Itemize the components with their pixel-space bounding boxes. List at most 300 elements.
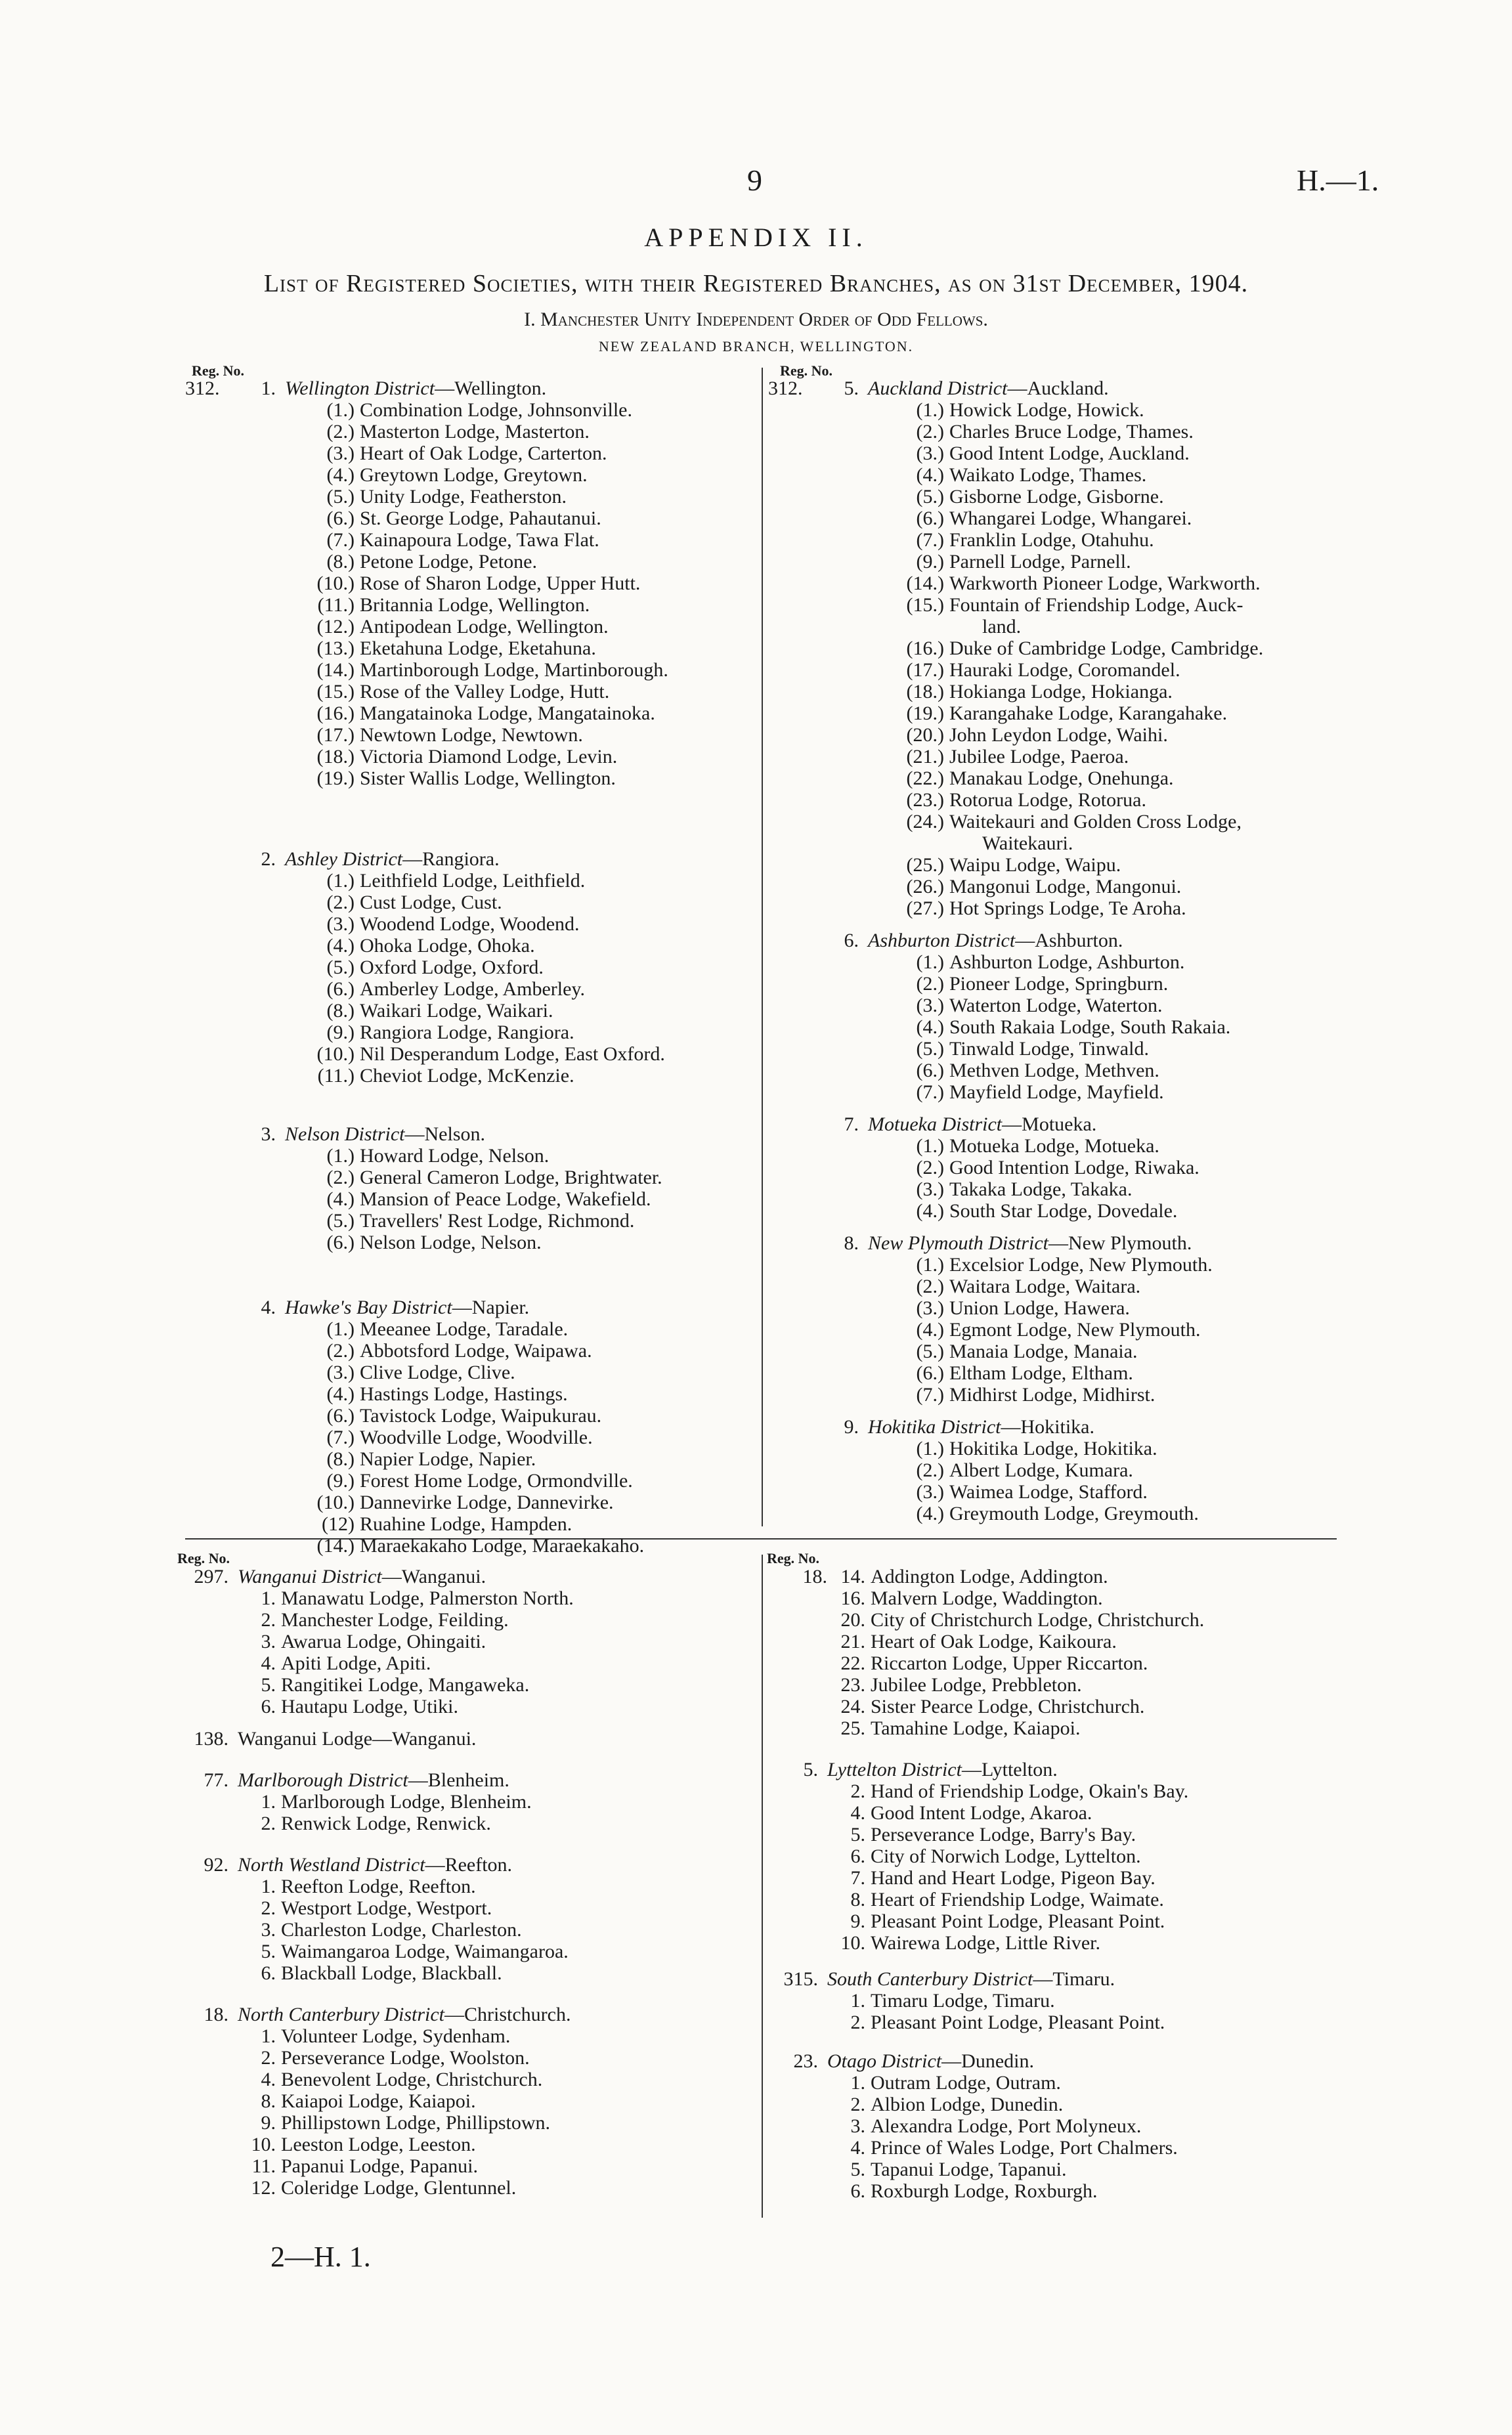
lodge-entry	[768, 811, 1263, 832]
order-title: I. Manchester Unity Independent Order of Odd Fellows.	[524, 309, 988, 330]
lodge-name: Malvern Lodge, Waddington.	[871, 1587, 1103, 1609]
lodge-name: Motueka Lodge, Motueka.	[949, 1135, 1159, 1157]
lodge-number: (12)	[322, 1513, 355, 1535]
district-number: 2.	[261, 848, 276, 870]
lodge-number: 1.	[261, 1876, 276, 1897]
district-group	[177, 1769, 574, 1834]
lodge-name: City of Norwich Lodge, Lyttelton.	[871, 1845, 1141, 1867]
lodge-number: (3.)	[326, 913, 355, 935]
lodge-name: Gisborne Lodge, Gisborne.	[949, 486, 1164, 507]
lodge-name: Kaiapoi Lodge, Kaiapoi.	[281, 2090, 476, 2112]
lodge-name: Reefton Lodge, Reefton.	[281, 1876, 476, 1897]
lodge-number: (15.)	[906, 594, 944, 616]
lodge-number: (2.)	[916, 1157, 944, 1178]
lodge-entry	[177, 1652, 574, 1674]
lodge-name: Dannevirke Lodge, Dannevirke.	[360, 1492, 614, 1513]
lodge-number: (22.)	[906, 767, 944, 789]
lodge-number: (2.)	[326, 421, 355, 442]
reg-no-label-left: Reg. No.	[192, 362, 245, 379]
lodge-name: Woodville Lodge, Woodville.	[360, 1427, 593, 1448]
lodge-number: (1.)	[916, 951, 944, 973]
lodge-name: Hokitika Lodge, Hokitika.	[949, 1438, 1157, 1459]
lodge-number: (3.)	[326, 442, 355, 464]
lodge-name: Rangitikei Lodge, Mangaweka.	[281, 1674, 530, 1696]
lodge-number: 1.	[850, 2072, 865, 2094]
lodge-name: Unity Lodge, Featherston.	[360, 486, 567, 507]
lodge-number: (5.)	[916, 1038, 944, 1060]
district-heading	[768, 377, 1263, 399]
lodge-entry	[768, 659, 1263, 681]
district-name: Ashley District	[285, 848, 403, 870]
lodge-number: 5.	[261, 1941, 276, 1962]
district-seat: —New Plymouth.	[1048, 1232, 1192, 1254]
lodge-number: (6.)	[326, 1232, 355, 1253]
lodge-entry	[767, 2072, 1204, 2094]
lodge-name: Abbotsford Lodge, Waipawa.	[360, 1340, 592, 1362]
reg-number: 23.	[793, 2050, 818, 2072]
lodge-name: Nelson Lodge, Nelson.	[360, 1232, 542, 1253]
lodge-number: 16.	[840, 1587, 865, 1609]
district-seat: —Wanganui.	[381, 1566, 486, 1587]
lodge-name: Perseverance Lodge, Barry's Bay.	[871, 1824, 1136, 1845]
reg-number	[768, 1416, 819, 1438]
lodge-number: 22.	[840, 1652, 865, 1674]
lodge-name: Phillipstown Lodge, Phillipstown.	[281, 2112, 551, 2134]
lodge-number: (6.)	[326, 507, 355, 529]
lodge-name: City of Christchurch Lodge, Christchurch.	[871, 1609, 1205, 1631]
district-name: New Plymouth District	[868, 1232, 1048, 1254]
district-heading	[768, 1416, 1263, 1438]
reg-no-label-bottom-left: Reg. No.	[177, 1550, 230, 1566]
lodge-number: (23.)	[906, 789, 944, 811]
reg-spacer	[767, 1652, 827, 1674]
lodge-name-continued: Waitekauri.	[982, 832, 1073, 854]
lodge-number: 2.	[261, 1609, 276, 1631]
lodge-entry	[177, 2177, 574, 2199]
lodge-name: Apiti Lodge, Apiti.	[281, 1652, 431, 1674]
lodge-entry	[768, 464, 1263, 486]
lodge-name: Martinborough Lodge, Martinborough.	[360, 659, 668, 681]
lodge-entry	[768, 1503, 1263, 1524]
lodge-entry	[185, 1232, 668, 1253]
lodge-number: 1.	[850, 1990, 865, 2012]
lodge-name: Union Lodge, Hawera.	[949, 1297, 1130, 1319]
lodge-entry	[767, 1696, 1204, 1717]
district-group	[768, 1232, 1263, 1406]
district-number: 5.	[844, 377, 859, 399]
lodge-number: (7.)	[916, 1081, 944, 1103]
lodge-entry	[185, 1167, 668, 1188]
lodge-number: 1.	[261, 1791, 276, 1813]
lodge-entry	[185, 978, 668, 1000]
lodge-name: Hand of Friendship Lodge, Okain's Bay.	[871, 1780, 1189, 1802]
lodge-name-continued: land.	[982, 616, 1022, 637]
lodge-name: Charleston Lodge, Charleston.	[281, 1919, 522, 1941]
lodge-name: Napier Lodge, Napier.	[360, 1448, 536, 1470]
lodge-name: Manawatu Lodge, Palmerston North.	[281, 1587, 574, 1609]
column-divider-top	[762, 368, 763, 1526]
lodge-entry	[185, 1362, 668, 1383]
lodge-name: Tapanui Lodge, Tapanui.	[871, 2159, 1067, 2180]
lodge-name: Jubilee Lodge, Prebbleton.	[871, 1674, 1082, 1696]
lodge-entry	[177, 2069, 574, 2090]
lodge-entry	[768, 1081, 1263, 1103]
lodge-number: 3.	[850, 2115, 865, 2137]
lodge-name: Tavistock Lodge, Waipukurau.	[360, 1405, 602, 1427]
lodge-name: Blackball Lodge, Blackball.	[281, 1962, 502, 1984]
lodge-entry-continued	[768, 832, 1263, 854]
lodge-entry	[767, 1889, 1204, 1910]
district-seat: —Timaru.	[1033, 1968, 1115, 1990]
lodge-name: Waipu Lodge, Waipu.	[949, 854, 1121, 876]
lodge-number: 8.	[261, 2090, 276, 2112]
lodge-number: (5.)	[326, 486, 355, 507]
lodge-name: Sister Wallis Lodge, Wellington.	[360, 767, 616, 789]
lodge-number: (7.)	[326, 1427, 355, 1448]
district-number: 8.	[844, 1232, 859, 1254]
lodge-entry	[185, 1065, 668, 1087]
district-seat: —Blenheim.	[408, 1769, 509, 1791]
reg-no-label-right: Reg. No.	[780, 362, 833, 379]
lodge-name: Addington Lodge, Addington.	[871, 1566, 1108, 1587]
lodge-name: Eketahuna Lodge, Eketahuna.	[360, 637, 596, 659]
lodge-name: Benevolent Lodge, Christchurch.	[281, 2069, 543, 2090]
district-heading	[768, 1113, 1263, 1135]
reg-spacer	[767, 1631, 827, 1652]
lodge-name: Combination Lodge, Johnsonville.	[360, 399, 632, 421]
lodge-number: (9.)	[916, 551, 944, 572]
lodge-entry	[185, 767, 668, 789]
lodge-number: (4.)	[916, 1016, 944, 1038]
lodge-number: (4.)	[326, 464, 355, 486]
lodge-name: Roxburgh Lodge, Roxburgh.	[871, 2180, 1098, 2202]
lodge-entry	[767, 1631, 1204, 1652]
lodge-number: (4.)	[916, 1319, 944, 1341]
lodge-number: 3.	[261, 1631, 276, 1652]
lodge-entry	[768, 1038, 1263, 1060]
lodge-name: Pioneer Lodge, Springburn.	[949, 973, 1169, 995]
lodge-name: Alexandra Lodge, Port Molyneux.	[871, 2115, 1142, 2137]
district-seat: —Ashburton.	[1015, 930, 1123, 951]
lodge-number: 23.	[840, 1674, 865, 1696]
lodge-number: 5.	[850, 1824, 865, 1845]
district-number: 1.	[261, 377, 276, 399]
lodge-number: (7.)	[916, 529, 944, 551]
district-name: Hokitika District	[868, 1416, 1001, 1438]
district-heading	[767, 2050, 1204, 2072]
lodge-number: (11.)	[317, 594, 355, 616]
lodge-number: (11.)	[317, 1065, 355, 1087]
district-seat: —Reefton.	[425, 1854, 513, 1876]
district-heading	[177, 1854, 574, 1876]
lodge-entry	[768, 995, 1263, 1016]
lodge-entry	[767, 1910, 1204, 1932]
lodge-entry	[177, 1876, 574, 1897]
lodge-number: (10.)	[316, 1043, 355, 1065]
district-group	[768, 377, 1263, 919]
bottom-left-list	[177, 1566, 574, 2199]
lodge-number: 3.	[261, 1919, 276, 1941]
lodge-number: (4.)	[916, 464, 944, 486]
lodge-name: General Cameron Lodge, Brightwater.	[360, 1167, 662, 1188]
lodge-number: 24.	[840, 1696, 865, 1717]
district-seat: —Motueka.	[1002, 1113, 1097, 1135]
lodge-entry	[768, 746, 1263, 767]
lodge-entry	[185, 1340, 668, 1362]
lodge-entry	[185, 1145, 668, 1167]
district-name: Lyttelton District	[827, 1759, 962, 1780]
lodge-number: (3.)	[916, 995, 944, 1016]
lodge-number: (3.)	[916, 1297, 944, 1319]
lodge-number: (10.)	[316, 1492, 355, 1513]
lodge-number: (24.)	[906, 811, 944, 832]
lodge-name: Leithfield Lodge, Leithfield.	[360, 870, 586, 892]
lodge-number: (6.)	[916, 1060, 944, 1081]
lodge-entry	[177, 2134, 574, 2155]
reg-number	[768, 1113, 819, 1135]
lodge-name: Amberley Lodge, Amberley.	[360, 978, 585, 1000]
lodge-entry	[185, 913, 668, 935]
lodge-entry	[177, 1897, 574, 1919]
lodge-name: Hot Springs Lodge, Te Aroha.	[949, 897, 1186, 919]
lodge-number: (3.)	[916, 1481, 944, 1503]
lodge-number: (1.)	[916, 1438, 944, 1459]
lodge-entry	[767, 1652, 1204, 1674]
lodge-entry	[185, 1535, 668, 1557]
district-group	[767, 1759, 1204, 1954]
lodge-number: 5.	[850, 2159, 865, 2180]
district-name: Ashburton District	[868, 930, 1016, 951]
lodge-entry	[768, 529, 1263, 551]
lodge-name: Ruahine Lodge, Hampden.	[360, 1513, 572, 1535]
lodge-number: 4.	[261, 2069, 276, 2090]
branch-title: NEW ZEALAND BRANCH, WELLINGTON.	[598, 338, 914, 355]
district-name: South Canterbury District	[827, 1968, 1033, 1990]
lodge-name: Hastings Lodge, Hastings.	[360, 1383, 568, 1405]
lodge-number: (17.)	[316, 724, 355, 746]
lodge-entry	[177, 1813, 574, 1834]
reg-number: 18.	[802, 1566, 827, 1587]
lodge-entry	[768, 1157, 1263, 1178]
lodge-name: Greytown Lodge, Greytown.	[360, 464, 588, 486]
lodge-name: Riccarton Lodge, Upper Riccarton.	[871, 1652, 1148, 1674]
lodge-name: Waikato Lodge, Thames.	[949, 464, 1147, 486]
lodge-entry	[768, 551, 1263, 572]
lodge-entry	[185, 1000, 668, 1022]
lodge-entry	[185, 616, 668, 637]
lodge-number: (6.)	[916, 1362, 944, 1384]
lodge-number: (4.)	[916, 1503, 944, 1524]
district-seat: —Nelson.	[404, 1123, 486, 1145]
lodge-entry	[177, 1631, 574, 1652]
lodge-number: (2.)	[916, 1459, 944, 1481]
district-group	[185, 848, 668, 1087]
lodge-entry	[768, 681, 1263, 702]
lodge-name: Whangarei Lodge, Whangarei.	[949, 507, 1192, 529]
lodge-entry	[768, 1200, 1263, 1222]
lodge-number: 6.	[261, 1962, 276, 1984]
lodge-name: Methven Lodge, Methven.	[949, 1060, 1159, 1081]
district-seat: Wanganui Lodge—Wanganui.	[238, 1728, 477, 1750]
lodge-number: 14.	[840, 1566, 865, 1587]
lodge-entry	[185, 1405, 668, 1427]
lodge-number: (2.)	[916, 973, 944, 995]
lodge-entry	[185, 551, 668, 572]
lodge-number: (8.)	[326, 1448, 355, 1470]
lodge-number: 10.	[840, 1932, 865, 1954]
lodge-name: Good Intent Lodge, Akaroa.	[871, 1802, 1092, 1824]
left-column-list	[185, 377, 668, 1557]
lodge-number: (2.)	[326, 892, 355, 913]
lodge-name: Awarua Lodge, Ohingaiti.	[281, 1631, 486, 1652]
district-group	[185, 1297, 668, 1557]
lodge-name: Albert Lodge, Kumara.	[949, 1459, 1133, 1481]
district-seat: —Auckland.	[1007, 377, 1109, 399]
lodge-name: Hokianga Lodge, Hokianga.	[949, 681, 1173, 702]
lodge-entry	[768, 767, 1263, 789]
reg-number: 18.	[204, 2004, 228, 2025]
lodge-number: (5.)	[916, 1341, 944, 1362]
reg-spacer	[767, 1609, 827, 1631]
lodge-number: (7.)	[326, 529, 355, 551]
lodge-number: 2.	[850, 2012, 865, 2033]
lodge-entry	[768, 421, 1263, 442]
lodge-number: (25.)	[906, 854, 944, 876]
district-seat: —Christchurch.	[444, 2004, 571, 2025]
lodge-entry	[768, 1459, 1263, 1481]
district-group	[185, 1123, 668, 1253]
district-seat: —Wellington.	[435, 377, 547, 399]
lodge-number: (1.)	[916, 399, 944, 421]
lodge-number: (14.)	[316, 659, 355, 681]
lodge-entry	[767, 2012, 1204, 2033]
document-reference: H.—1.	[1297, 163, 1379, 197]
lodge-name: Mayfield Lodge, Mayfield.	[949, 1081, 1164, 1103]
lodge-name: Cust Lodge, Cust.	[360, 892, 502, 913]
reg-number	[185, 1123, 236, 1145]
lodge-name: Mangatainoka Lodge, Mangatainoka.	[360, 702, 655, 724]
lodge-number: (10.)	[316, 572, 355, 594]
lodge-entry	[177, 1791, 574, 1813]
lodge-number: 25.	[840, 1717, 865, 1739]
lodge-number: (8.)	[326, 551, 355, 572]
lodge-number: (1.)	[916, 1135, 944, 1157]
lodge-number: 4.	[850, 1802, 865, 1824]
lodge-entry	[768, 1362, 1263, 1384]
lodge-name: Waitekauri and Golden Cross Lodge,	[949, 811, 1242, 832]
lodge-number: (6.)	[916, 507, 944, 529]
lodge-number: (16.)	[906, 637, 944, 659]
lodge-name: Howard Lodge, Nelson.	[360, 1145, 550, 1167]
reg-no-label-bottom-right: Reg. No.	[767, 1550, 820, 1566]
lodge-entry	[767, 1867, 1204, 1889]
district-seat: —Hokitika.	[1001, 1416, 1094, 1438]
lodge-entry	[767, 1932, 1204, 1954]
lodge-entry	[768, 1319, 1263, 1341]
lodge-number: 9.	[850, 1910, 865, 1932]
lodge-name: Kainapoura Lodge, Tawa Flat.	[360, 529, 599, 551]
lodge-name: Rangiora Lodge, Rangiora.	[360, 1022, 574, 1043]
lodge-number: (18.)	[906, 681, 944, 702]
lodge-entry	[767, 1845, 1204, 1867]
lodge-name: Egmont Lodge, New Plymouth.	[949, 1319, 1201, 1341]
district-name: North Westland District	[238, 1854, 425, 1876]
lodge-name: Ashburton Lodge, Ashburton.	[949, 951, 1185, 973]
lodge-name: Heart of Friendship Lodge, Waimate.	[871, 1889, 1164, 1910]
lodge-name: South Star Lodge, Dovedale.	[949, 1200, 1178, 1222]
lodge-entry	[185, 399, 668, 421]
district-group	[767, 1968, 1204, 2033]
lodge-entry	[767, 1566, 1204, 1587]
reg-spacer	[767, 1674, 827, 1696]
lodge-name: Waitara Lodge, Waitara.	[949, 1276, 1141, 1297]
lodge-name: Howick Lodge, Howick.	[949, 399, 1144, 421]
lodge-number: 7.	[850, 1867, 865, 1889]
lodge-number: (20.)	[906, 724, 944, 746]
lodge-number: 6.	[850, 1845, 865, 1867]
district-name: Wanganui District	[238, 1566, 382, 1587]
lodge-name: St. George Lodge, Pahautanui.	[360, 507, 601, 529]
lodge-entry	[177, 2090, 574, 2112]
lodge-entry	[768, 854, 1263, 876]
bottom-right-list	[767, 1566, 1204, 2202]
lodge-number: 10.	[251, 2134, 276, 2155]
list-title: List of Registered Societies, with their Registered Branches, as on 31st December, 1904.	[263, 270, 1249, 297]
lodge-number: (27.)	[906, 897, 944, 919]
reg-spacer	[767, 1696, 827, 1717]
lodge-name: Parnell Lodge, Parnell.	[949, 551, 1131, 572]
page-number: 9	[747, 163, 762, 197]
lodge-name: Waterton Lodge, Waterton.	[949, 995, 1163, 1016]
lodge-number: (4.)	[326, 1383, 355, 1405]
lodge-entry	[767, 1802, 1204, 1824]
district-heading	[177, 1566, 574, 1587]
district-seat: —Napier.	[452, 1297, 530, 1318]
lodge-entry	[768, 1481, 1263, 1503]
lodge-number: (2.)	[916, 421, 944, 442]
lodge-entry	[767, 2159, 1204, 2180]
lodge-number: (5.)	[326, 1210, 355, 1232]
lodge-entry	[767, 1717, 1204, 1739]
lodge-name: Meeanee Lodge, Taradale.	[360, 1318, 569, 1340]
lodge-name: Sister Pearce Lodge, Christchurch.	[871, 1696, 1145, 1717]
reg-spacer	[767, 1717, 827, 1739]
lodge-entry	[185, 957, 668, 978]
district-number: 6.	[844, 930, 859, 951]
lodge-entry	[185, 935, 668, 957]
lodge-entry	[185, 1492, 668, 1513]
lodge-entry	[768, 399, 1263, 421]
lodge-entry	[767, 2115, 1204, 2137]
lodge-number: (17.)	[906, 659, 944, 681]
lodge-entry	[177, 1919, 574, 1941]
lodge-number: (4.)	[326, 1188, 355, 1210]
lodge-number: 20.	[840, 1609, 865, 1631]
lodge-number: (12.)	[316, 616, 355, 637]
lodge-number: (14.)	[316, 1535, 355, 1557]
lodge-name: Marlborough Lodge, Blenheim.	[281, 1791, 532, 1813]
district-group	[768, 1416, 1263, 1524]
district-name: Motueka District	[868, 1113, 1003, 1135]
lodge-entry	[768, 594, 1263, 616]
lodge-name: Tamahine Lodge, Kaiapoi.	[871, 1717, 1081, 1739]
district-heading	[767, 1759, 1204, 1780]
district-group	[767, 2050, 1204, 2202]
lodge-entry	[768, 1341, 1263, 1362]
lodge-name: Perseverance Lodge, Woolston.	[281, 2047, 530, 2069]
lodge-name: Waimangaroa Lodge, Waimangaroa.	[281, 1941, 569, 1962]
lodge-entry	[185, 464, 668, 486]
